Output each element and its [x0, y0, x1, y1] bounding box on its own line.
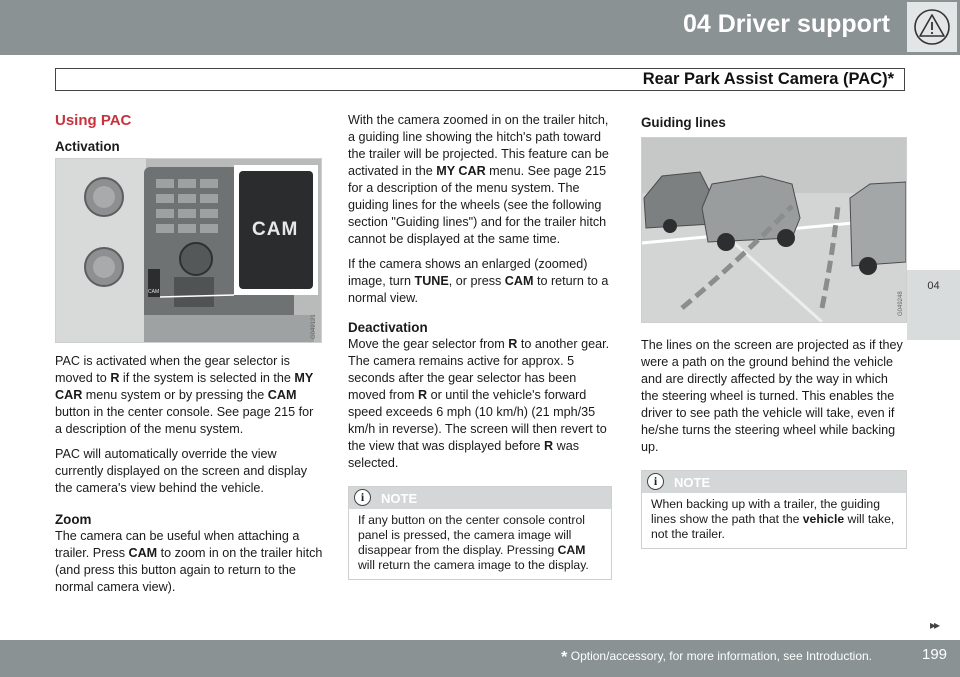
text-run: will return the camera image to the display.	[358, 558, 589, 572]
warning-box	[907, 2, 957, 52]
column-2	[348, 112, 612, 580]
text-run: or until the vehicle's forward speed exceeds 6 mph (10 km/h) (21 mph/35 km/h in reverse). The screen will then revert to the view that was displayed before	[348, 388, 607, 453]
chapter-side-tab[interactable]	[907, 270, 960, 340]
text-run: R	[418, 388, 428, 402]
text-run: R	[508, 337, 518, 351]
zoom-return-paragraph	[348, 256, 612, 307]
zoom-heading: Zoom	[55, 512, 92, 527]
deactivation-paragraph	[348, 336, 612, 472]
text-run: When backing up with a trailer, the guiding lines show the path that the	[651, 497, 880, 526]
text-run: to another gear. The camera remains active for approx. 5 seconds after the gear selector has been moved from	[348, 337, 610, 402]
zoom-paragraph	[55, 528, 323, 596]
chapter-title: 04 Driver support	[682, 10, 890, 38]
text-run: menu. See page 215 for a description of the menu system. The guiding lines for the wheels (see the following section "Guiding lines") and for the trailer hitch cannot be displayed at the same time.	[348, 164, 607, 246]
activation-heading: Activation	[55, 139, 120, 154]
warning-triangle-icon	[913, 8, 951, 46]
cam-small-label: CAM	[148, 289, 160, 295]
guiding-lines-heading: Guiding lines	[641, 115, 726, 130]
figure-code: G049121	[311, 314, 317, 339]
next-page-arrows: ▸▸	[930, 618, 939, 632]
text-run: vehicle	[802, 512, 845, 526]
note-box	[348, 486, 612, 580]
note-label: NOTE	[674, 475, 711, 490]
text-run: menu system or by pressing the	[82, 388, 268, 402]
text-run: button in the center console. See page 215 for a description of the menu system.	[55, 405, 314, 436]
note-label: NOTE	[381, 491, 418, 506]
column-1	[55, 112, 323, 604]
center-console-figure	[55, 158, 322, 343]
figure-code: G049248	[898, 291, 904, 316]
override-paragraph: PAC will automatically override the view currently displayed on the screen and display the camera's view behind the vehicle.	[55, 447, 308, 495]
text-run: will take, not the trailer.	[651, 512, 895, 541]
text-run: was selected.	[348, 439, 580, 470]
text-run: MY CAR	[55, 371, 314, 402]
text-run: , or press	[448, 274, 505, 288]
footnote-text: Option/accessory, for more information, see Introduction.	[570, 649, 872, 663]
using-pac-heading: Using PAC	[55, 112, 132, 129]
text-run: If any button on the center console control panel is pressed, the camera image will disappear from the display. Pressing	[358, 513, 585, 557]
section-title: Rear Park Assist Camera (PAC)*	[642, 70, 894, 88]
info-icon: i	[354, 489, 371, 506]
cam-button-label: CAM	[252, 219, 299, 240]
note-box	[641, 470, 907, 549]
text-run: to return to a normal view.	[348, 274, 609, 305]
center-console-illustration	[56, 159, 321, 342]
text-run: The camera can be useful when attaching a trailer. Press	[55, 529, 300, 560]
text-run: PAC is activated when the gear selector is moved to	[55, 354, 290, 385]
text-run: R	[110, 371, 120, 385]
text-run: CAM	[557, 543, 586, 557]
text-run: if the system is selected in the	[119, 371, 295, 385]
trailer-guide-paragraph	[348, 112, 612, 248]
note-header	[642, 471, 906, 493]
text-run: R	[544, 439, 554, 453]
footnote-asterisk: *	[561, 649, 568, 666]
note-text	[349, 509, 611, 579]
chapter-side-tab-label: 04	[927, 280, 940, 292]
deactivation-heading: Deactivation	[348, 320, 428, 335]
text-run: With the camera zoomed in on the trailer hitch, a guiding line showing the hitch's path toward the trailer will be projected. This feature can be activated in the	[348, 113, 609, 178]
guiding-lines-figure	[641, 137, 907, 323]
text-run: TUNE	[414, 274, 449, 288]
footnote	[561, 649, 872, 667]
parking-camera-illustration	[642, 138, 906, 322]
guiding-lines-paragraph: The lines on the screen are projected as if they were a path on the ground behind the vehicle and are directly affected by the way in which the steering wheel is turned. This enables the driver to see path the vehicle will take, even if he/she turns the steering wheel while backing up.	[641, 338, 903, 454]
info-icon: i	[647, 473, 664, 490]
text-run: CAM	[128, 546, 158, 560]
text-run: CAM	[504, 274, 534, 288]
text-run: CAM	[267, 388, 297, 402]
activation-paragraph	[55, 353, 323, 438]
text-run: Move the gear selector from	[348, 337, 509, 351]
text-run: If the camera shows an enlarged (zoomed) image, turn	[348, 257, 588, 288]
page-number: 199	[921, 646, 948, 663]
section-bar	[55, 68, 905, 91]
note-header	[349, 487, 611, 509]
text-run: MY CAR	[436, 164, 486, 178]
note-text	[642, 493, 906, 548]
column-3	[641, 112, 907, 549]
text-run: to zoom in on the trailer hitch (and press this button again to return to the normal camera view).	[55, 546, 323, 594]
